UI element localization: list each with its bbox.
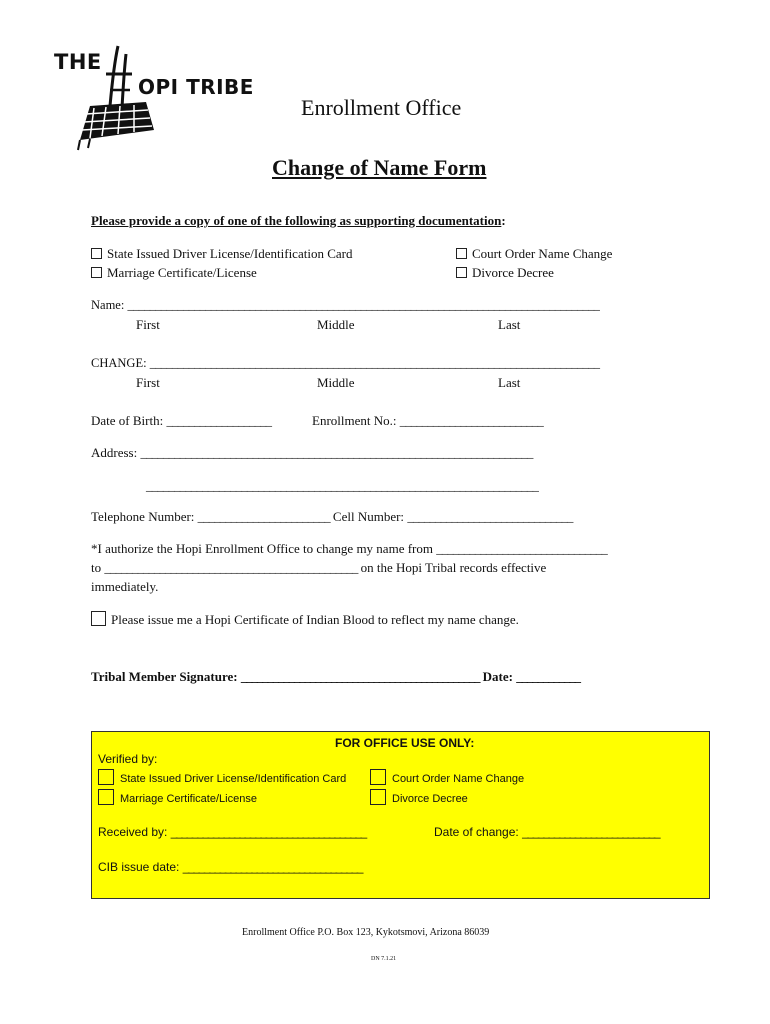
telephone-line[interactable]: ________________________ [197, 509, 330, 524]
enrollment-label: Enrollment No.: [312, 413, 400, 428]
authorize-old-name-line[interactable]: _______________________________ [436, 541, 607, 556]
doc-option-label: Divorce Decree [472, 265, 554, 280]
doc-option-driver-license[interactable] [91, 246, 352, 262]
address-field[interactable] [91, 445, 532, 461]
office-option-marriage-certificate[interactable] [98, 789, 257, 805]
cell-label: Cell Number: [329, 509, 408, 524]
name-middle-caption: Middle [317, 317, 355, 332]
doc-option-label: Court Order Name Change [472, 246, 613, 261]
received-by-line[interactable]: _____________________________________ [170, 825, 366, 839]
checkbox-icon[interactable] [456, 248, 467, 259]
cib-issue-date-field[interactable] [98, 860, 362, 874]
change-last-caption: Last [498, 375, 521, 390]
footer-document-code: DN 7.1.21 [371, 956, 397, 962]
address-line-1[interactable]: ______________________________________________________________________ [140, 445, 533, 460]
name-first-caption: First [136, 317, 160, 332]
office-option-driver-license[interactable] [98, 769, 346, 785]
office-option-label: Court Order Name Change [392, 773, 525, 785]
authorize-line-1 [91, 541, 607, 557]
doc-option-label: Marriage Certificate/License [107, 265, 257, 280]
cib-issue-date-line[interactable]: __________________________________ [182, 860, 363, 874]
authorize-new-name-line[interactable]: ______________________________________________ [104, 560, 358, 575]
logo-hopi-tribe-text: OPI TRIBE [138, 75, 254, 99]
checkbox-icon[interactable] [91, 611, 106, 626]
office-option-label: State Issued Driver License/Identification Card [120, 773, 347, 785]
phone-fields [91, 509, 572, 525]
received-by-label: Received by: [98, 825, 171, 839]
address-label: Address: [91, 445, 141, 460]
change-line[interactable]: _________________________________________________________________________________ [149, 356, 600, 370]
logo-the-text: THE [54, 50, 102, 74]
dob-line[interactable]: ___________________ [166, 413, 271, 428]
change-first-caption: First [136, 375, 160, 390]
cib-request-label: Please issue me a Hopi Certificate of Indian Blood to reflect my name change. [111, 612, 519, 627]
office-option-divorce-decree[interactable] [370, 789, 468, 805]
form-title: Change of Name Form [272, 155, 487, 180]
checkbox-icon[interactable] [98, 789, 114, 805]
office-option-court-order[interactable] [370, 769, 524, 785]
authorize-text-1: *I authorize the Hopi Enrollment Office to change my name from [91, 541, 437, 556]
dob-label: Date of Birth: [91, 413, 167, 428]
cib-issue-date-label: CIB issue date: [98, 860, 183, 874]
authorize-text-2: on the Hopi Tribal records effective [357, 560, 547, 575]
doc-option-label: State Issued Driver License/Identification Card [107, 246, 353, 261]
cib-request-option[interactable] [91, 611, 519, 628]
doc-option-court-order[interactable] [456, 246, 612, 262]
received-by-field[interactable] [98, 825, 366, 839]
office-use-heading: FOR OFFICE USE ONLY: [335, 736, 475, 750]
date-of-change-field[interactable] [434, 825, 659, 839]
name-label: Name: [91, 298, 128, 312]
footer-address: Enrollment Office P.O. Box 123, Kykotsmovi, Arizona 86039 [242, 927, 490, 938]
name-last-caption: Last [498, 317, 521, 332]
change-middle-caption: Middle [317, 375, 355, 390]
verified-by-label: Verified by: [98, 752, 158, 766]
signature-field[interactable] [91, 669, 580, 685]
signature-date-line[interactable]: ____________ [516, 669, 580, 684]
cell-line[interactable]: ______________________________ [407, 509, 573, 524]
telephone-label: Telephone Number: [91, 509, 198, 524]
documentation-prompt-colon: : [501, 213, 506, 228]
change-label: CHANGE: [91, 356, 150, 370]
address-line-2[interactable]: ______________________________________________________________________ [146, 478, 539, 493]
doc-option-divorce-decree[interactable] [456, 265, 554, 281]
date-of-change-line[interactable]: __________________________ [522, 825, 660, 839]
checkbox-icon[interactable] [91, 248, 102, 259]
documentation-prompt-text: Please provide a copy of one of the following as supporting documentation [91, 213, 502, 228]
date-of-birth-field[interactable] [91, 413, 271, 429]
signature-line[interactable]: _____________________________________________ [240, 669, 480, 684]
date-of-change-label: Date of change: [434, 825, 523, 839]
authorize-to: to [91, 560, 105, 575]
authorize-line-3: immediately. [91, 579, 159, 594]
doc-option-marriage-certificate[interactable] [91, 265, 257, 281]
name-line[interactable]: _____________________________________________________________________________________ [127, 298, 600, 312]
checkbox-icon[interactable] [456, 267, 467, 278]
change-field[interactable] [91, 356, 599, 371]
signature-label: Tribal Member Signature: [91, 669, 241, 684]
office-option-label: Marriage Certificate/License [120, 793, 257, 805]
documentation-prompt [91, 213, 506, 229]
enrollment-number-field[interactable] [312, 413, 543, 429]
office-name: Enrollment Office [301, 95, 462, 120]
signature-date-label: Date: [479, 669, 517, 684]
name-field[interactable] [91, 298, 599, 313]
enrollment-line[interactable]: __________________________ [399, 413, 543, 428]
checkbox-icon[interactable] [91, 267, 102, 278]
office-option-label: Divorce Decree [392, 793, 468, 805]
authorize-line-2 [91, 560, 546, 576]
checkbox-icon[interactable] [370, 769, 386, 785]
checkbox-icon[interactable] [370, 789, 386, 805]
checkbox-icon[interactable] [98, 769, 114, 785]
